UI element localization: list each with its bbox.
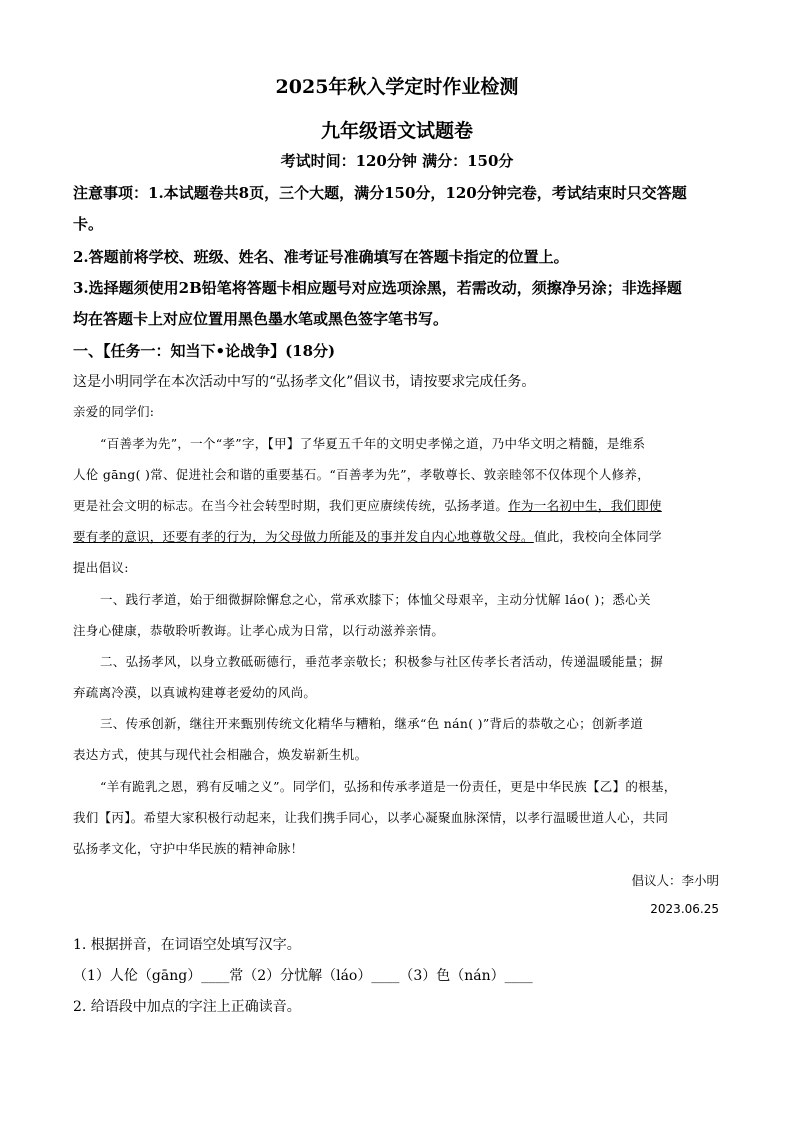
paragraph-1-line-4 [73, 527, 662, 545]
question-2: 2. 给语段中加点的字注上正确读音。 [73, 999, 301, 1015]
page-subtitle: 九年级语文试题卷 [320, 120, 473, 142]
notice-line-4: 3.选择题须使用2B铅笔将答题卡相应题号对应选项涂黑，若需改动，须擦净另涂；非选择题 [73, 279, 682, 297]
paragraph-3-line-1: 二、弘扬孝风，以身立教砥砺德行，垂范孝亲敬长；积极参与社区传孝长者活动，传递温暖能量；摒 [100, 654, 664, 669]
notice-line-1: 注意事项：1.本试题卷共8页，三个大题，满分150分，120分钟完卷，考试结束时只交答题 [73, 184, 687, 202]
paragraph-2-line-2: 注身心健康，恭敬聆听教诲。让孝心成为日常，以行动滋养亲情。 [73, 623, 445, 638]
paragraph-2-line-1: 一、践行孝道，始于细微摒除懈怠之心，常承欢膝下；体恤父母艰辛，主动分忧解 láo( )；悉心关 [100, 592, 651, 607]
paragraph-5-line-3: 弘扬孝文化，守护中华民族的精神命脉！ [73, 841, 304, 856]
notice-line-5: 均在答题卡上对应位置用黑色墨水笔或黑色签字笔书写。 [73, 310, 449, 328]
paragraph-1-line-3-plain: 更是社会文明的标志。在当今社会转型时期，我们更应赓续传统，弘扬孝道。 [73, 498, 509, 513]
page-title: 2025年秋入学定时作业检测 [275, 76, 519, 98]
letter-greeting: 亲爱的同学们: [73, 404, 155, 419]
paragraph-1-line-2: 人伦 gāng( )常、促进社会和谐的重要基石。“百善孝为先”，孝敬尊长、敦亲睦邻不仅体现个人修养， [73, 467, 650, 482]
paragraph-3-line-2: 弃疏离冷漠，以真诚构建尊老爱幼的风尚。 [73, 685, 317, 700]
paragraph-1-line-5: 提出倡议: [73, 560, 129, 575]
section-heading: 一、【任务一：知当下•论战争】(18分) [73, 342, 336, 360]
underlined-sentence-part-1: 作为一名初中生，我们即使 [508, 498, 662, 513]
signer: 倡议人：李小明 [631, 873, 719, 888]
paragraph-1-line-4-plain: 值此，我校向全体同学 [533, 529, 662, 544]
section-intro: 这是小明同学在本次活动中写的“弘扬孝文化”倡议书，请按要求完成任务。 [73, 374, 536, 390]
underlined-sentence-part-2: 要有孝的意识，还要有孝的行为，为父母做力所能及的事并发自内心地尊敬父母。 [73, 529, 534, 544]
question-1: 1. 根据拼音，在词语空处填写汉字。 [73, 937, 301, 953]
notice-line-3: 2.答题前将学校、班级、姓名、准考证号准确填写在答题卡指定的位置上。 [73, 248, 569, 266]
paragraph-4-line-1: 三、传承创新，继往开来甄别传统文化精华与糟粕，继承“色 nán( )”背后的恭敬之心；创新孝道 [100, 716, 644, 731]
letter-date: 2023.06.25 [650, 902, 719, 916]
paragraph-4-line-2: 表达方式，使其与现代社会相融合，焕发崭新生机。 [73, 747, 368, 762]
question-1-items: （1）人伦（gāng）____常（2）分忧解（láo）____（3）色（nán）____ [73, 968, 533, 984]
paragraph-5-line-1: “羊有跪乳之恩，鸦有反哺之义”。同学们，弘扬和传承孝道是一份责任，更是中华民族【乙】的根基， [100, 779, 677, 794]
paragraph-5-line-2: 我们【丙】。希望大家积极行动起来，让我们携手同心，以孝心凝聚血脉深情，以孝行温暖世道人心，共同 [73, 810, 669, 825]
notice-line-2: 卡。 [73, 215, 104, 233]
paragraph-1-line-1: “百善孝为先”，一个“孝”字，【甲】了华夏五千年的文明史孝悌之道，乃中华文明之精髓，是维系 [100, 436, 646, 451]
exam-info: 考试时间：120分钟 满分：150分 [280, 152, 514, 170]
paragraph-1-line-3 [73, 496, 662, 514]
